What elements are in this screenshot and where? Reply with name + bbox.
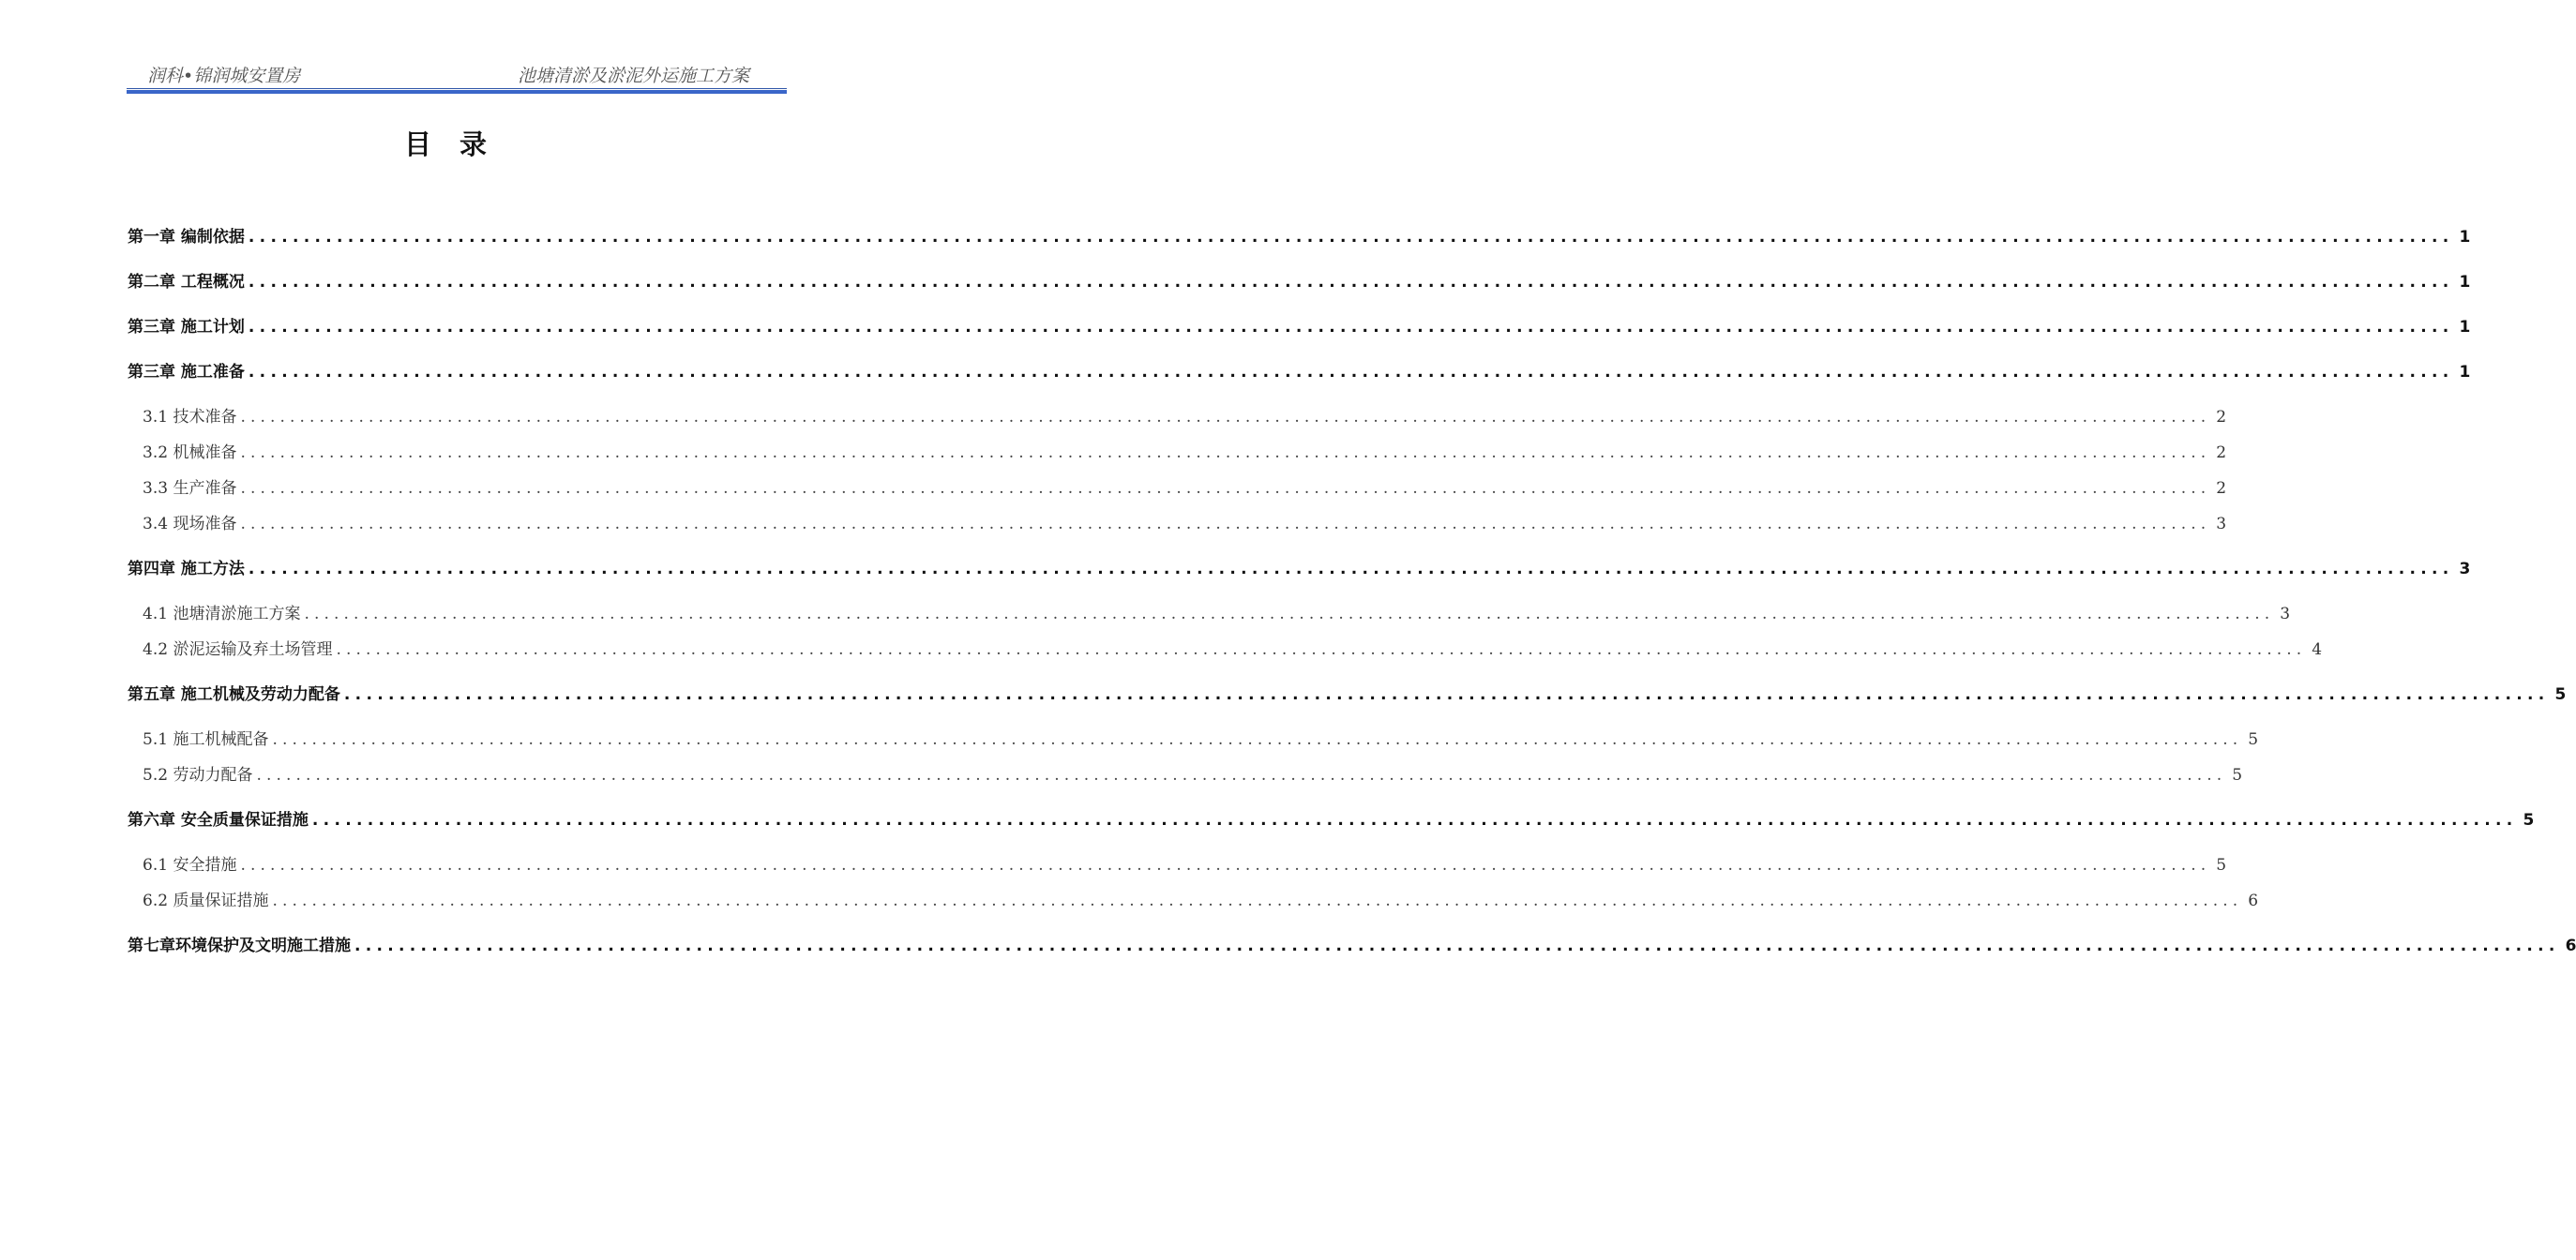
toc-entry-label: 第三章 施工计划: [128, 318, 245, 337]
toc-leader-dots: ........................................................................................................................................................................................................: [240, 479, 2211, 498]
toc-leader-dots: ........................................................................................................................................................................................................: [248, 363, 2454, 382]
toc-entry[interactable]: [128, 223, 2471, 248]
toc-entry-label: 第三章 施工准备: [128, 363, 245, 382]
toc-entry-page-number: 5: [2554, 685, 2567, 704]
toc-entry-label: 4.2 淤泥运输及弃土场管理: [143, 640, 333, 659]
toc-entry[interactable]: [128, 887, 2259, 911]
table-of-contents: [128, 0, 2576, 1031]
toc-entry-label: 第七章环境保护及文明施工措施: [128, 937, 351, 955]
toc-entry-label: 3.1 技术准备: [143, 408, 237, 427]
toc-leader-dots: ........................................................................................................................................................................................................: [240, 515, 2211, 533]
toc-entry-label: 5.2 劳动力配备: [143, 766, 253, 785]
toc-leader-dots: ........................................................................................................................................................................................................: [248, 318, 2454, 337]
toc-leader-dots: ........................................................................................................................................................................................................: [304, 605, 2275, 623]
toc-entry-label: 第一章 编制依据: [128, 228, 245, 247]
toc-entry-page-number: 2: [2216, 408, 2227, 427]
toc-entry-page-number: 1: [2459, 228, 2471, 247]
toc-leader-dots: ........................................................................................................................................................................................................: [272, 730, 2243, 749]
toc-leader-dots: ........................................................................................................................................................................................................: [336, 640, 2307, 659]
toc-title: 目录: [403, 128, 515, 160]
toc-entry-page-number: 6: [2248, 892, 2259, 910]
toc-entry-page-number: 1: [2459, 273, 2471, 292]
toc-entry-page-number: 5: [2232, 766, 2243, 785]
toc-entry-page-number: 3: [2459, 560, 2471, 578]
toc-entry-label: 第二章 工程概况: [128, 273, 245, 292]
toc-entry[interactable]: [128, 636, 2323, 660]
toc-leader-dots: ........................................................................................................................................................................................................: [248, 228, 2454, 247]
toc-entry-label: 6.1 安全措施: [143, 856, 237, 875]
toc-entry[interactable]: [128, 439, 2227, 463]
toc-entry[interactable]: [128, 403, 2227, 428]
toc-entry-label: 6.2 质量保证措施: [143, 892, 269, 910]
toc-entry[interactable]: [128, 681, 2567, 705]
toc-entry[interactable]: [128, 600, 2291, 624]
toc-entry-page-number: 5: [2216, 856, 2227, 875]
toc-entry-label: 4.1 池塘清淤施工方案: [143, 605, 301, 623]
toc-leader-dots: ........................................................................................................................................................................................................: [240, 856, 2211, 875]
toc-leader-dots: ........................................................................................................................................................................................................: [272, 892, 2243, 910]
toc-entry[interactable]: [128, 313, 2471, 338]
toc-entry[interactable]: [128, 474, 2227, 499]
toc-entry-page-number: 3: [2216, 515, 2227, 533]
toc-entry[interactable]: [128, 555, 2471, 579]
toc-entry[interactable]: [128, 932, 2576, 956]
toc-entry-page-number: 6: [2565, 937, 2576, 955]
header-document-title: 池塘清淤及淤泥外运施工方案: [517, 66, 749, 86]
header-project-name: 润科•锦润城安置房: [147, 66, 301, 86]
toc-entry[interactable]: [128, 358, 2471, 382]
toc-entry-page-number: 1: [2459, 363, 2471, 382]
toc-entry-page-number: 2: [2216, 479, 2227, 498]
toc-entry[interactable]: [128, 806, 2535, 831]
toc-leader-dots: ........................................................................................................................................................................................................: [311, 811, 2518, 830]
toc-entry[interactable]: [128, 851, 2227, 876]
toc-entry-page-number: 5: [2523, 811, 2535, 830]
toc-leader-dots: ........................................................................................................................................................................................................: [256, 766, 2227, 785]
toc-leader-dots: ........................................................................................................................................................................................................: [248, 273, 2454, 292]
toc-entry-label: 第六章 安全质量保证措施: [128, 811, 309, 830]
toc-entry-label: 3.3 生产准备: [143, 479, 237, 498]
toc-entry[interactable]: [128, 761, 2243, 786]
toc-leader-dots: ........................................................................................................................................................................................................: [240, 443, 2211, 462]
toc-entry-label: 5.1 施工机械配备: [143, 730, 269, 749]
toc-leader-dots: ........................................................................................................................................................................................................: [354, 937, 2560, 955]
toc-leader-dots: ........................................................................................................................................................................................................: [240, 408, 2211, 427]
toc-entry-page-number: 1: [2459, 318, 2471, 337]
toc-entry-page-number: 5: [2248, 730, 2259, 749]
toc-entry-label: 第五章 施工机械及劳动力配备: [128, 685, 340, 704]
toc-leader-dots: ........................................................................................................................................................................................................: [343, 685, 2550, 704]
toc-entry[interactable]: [128, 268, 2471, 292]
toc-entry[interactable]: [128, 510, 2227, 534]
toc-entry-page-number: 2: [2216, 443, 2227, 462]
toc-entry-label: 3.2 机械准备: [143, 443, 237, 462]
toc-entry-page-number: 3: [2280, 605, 2291, 623]
toc-entry-label: 第四章 施工方法: [128, 560, 245, 578]
toc-leader-dots: ........................................................................................................................................................................................................: [248, 560, 2454, 578]
toc-entry[interactable]: [128, 726, 2259, 750]
toc-entry-page-number: 4: [2312, 640, 2323, 659]
toc-entry-label: 3.4 现场准备: [143, 515, 237, 533]
